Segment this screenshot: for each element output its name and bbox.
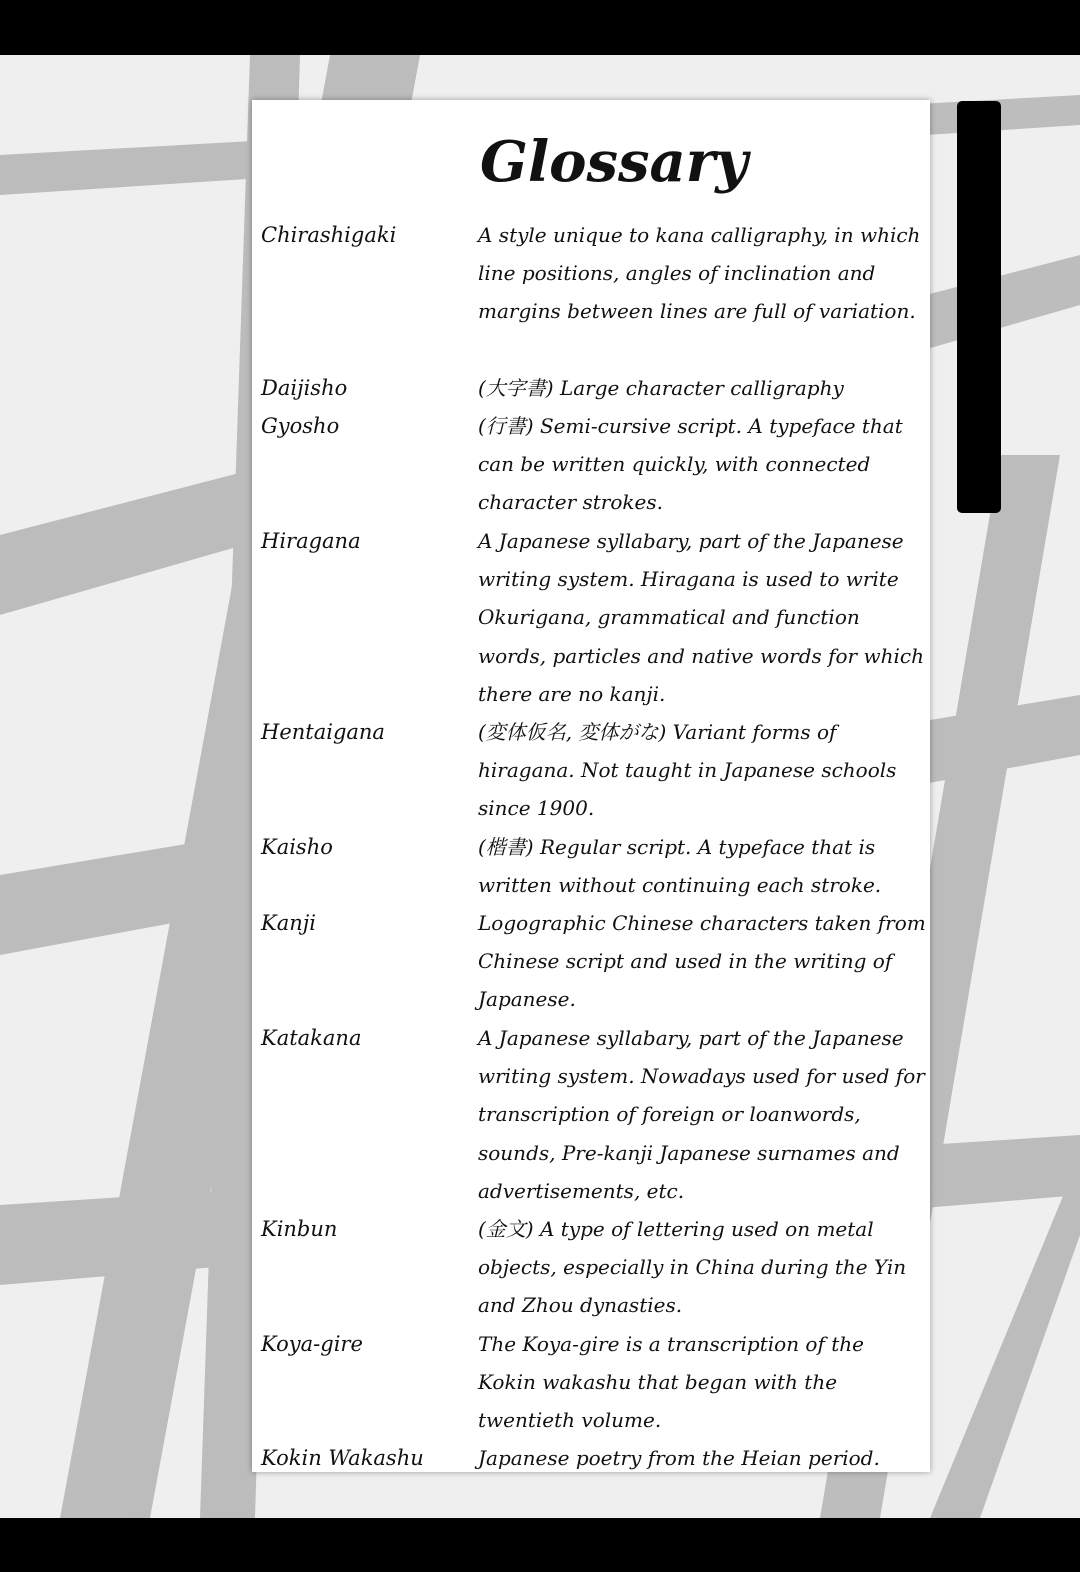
- glossary-term: Hiragana: [261, 529, 361, 553]
- glossary-term: Hentaigana: [261, 720, 385, 744]
- glossary-term: Koya-gire: [261, 1332, 363, 1356]
- glossary-definition: (楷書) Regular script. A typeface that is written without continuing each stroke.: [478, 835, 882, 898]
- top-black-bar: [0, 0, 1080, 55]
- glossary-definition: (大字書) Large character calligraphy: [478, 376, 844, 400]
- glossary-term: Katakana: [261, 1026, 362, 1050]
- glossary-definition: (金文) A type of lettering used on metal objects, especially in China during the Yin and Zhou dynasties.: [478, 1217, 907, 1318]
- glossary-panel: [252, 100, 930, 1472]
- glossary-definition: Japanese poetry from the Heian period.: [478, 1446, 880, 1470]
- glossary-definition: A style unique to kana calligraphy, in which line positions, angles of inclination and margins between lines are full of variation.: [478, 223, 921, 324]
- glossary-term: Chirashigaki: [261, 223, 397, 247]
- glossary-term: Gyosho: [261, 414, 340, 438]
- glossary-definition: Logographic Chinese characters taken from Chinese script and used in the writing of Japanese.: [478, 911, 926, 1012]
- glossary-term: Kanji: [261, 911, 316, 935]
- glossary-term: Kaisho: [261, 835, 333, 859]
- glossary-definition: (変体仮名, 変体がな) Variant forms of hiragana. Not taught in Japanese schools since 1900.: [478, 720, 897, 821]
- page-title: Glossary: [480, 129, 748, 195]
- glossary-definition: The Koya-gire is a transcription of the Kokin wakashu that began with the twentieth volume.: [478, 1332, 864, 1433]
- glossary-definition: A Japanese syllabary, part of the Japanese writing system. Hiragana is used to write Okurigana, grammatical and function words, particles and native words for which there are no kanji.: [478, 529, 924, 706]
- glossary-term: Kokin Wakashu: [261, 1446, 424, 1470]
- side-tab-marker: [957, 101, 1001, 513]
- glossary-definition: (行書) Semi-cursive script. A typeface that can be written quickly, with connected character strokes.: [478, 414, 903, 515]
- bottom-black-bar: [0, 1518, 1080, 1572]
- glossary-definition: A Japanese syllabary, part of the Japanese writing system. Nowadays used for used for transcription of foreign or loanwords, sounds, Pre-kanji Japanese surnames and advertisements, etc.: [478, 1026, 925, 1203]
- glossary-term: Kinbun: [261, 1217, 338, 1241]
- glossary-term: Daijisho: [261, 376, 348, 400]
